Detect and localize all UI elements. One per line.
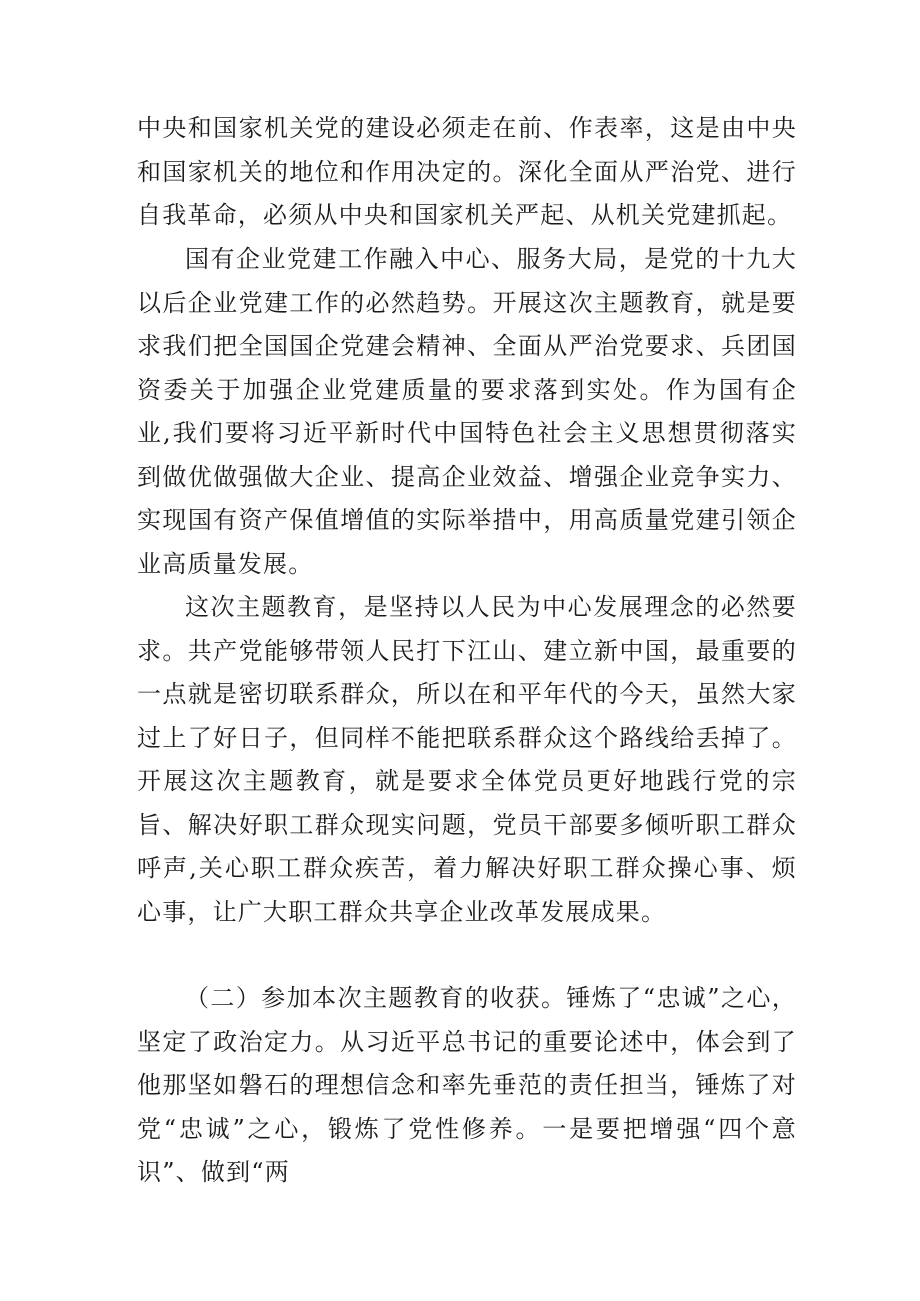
body-paragraph-1: 中央和国家机关党的建设必须走在前、作表率，这是由中央和国家机关的地位和作用决定的。深化全面从严治党、进行自我革命，必须从中央和国家机关严起、从机关党建抓起。 xyxy=(137,114,797,229)
body-paragraph-2: 国有企业党建工作融入中心、服务大局，是党的十九大以后企业党建工作的必然趋势。开展这次主题教育，就是要求我们把全国国企党建会精神、全面从严治党要求、兵团国资委关于加强企业党建质量的要求落到实处。作为国有企业,我们要将习近平新时代中国特色社会主义思想贯彻落实到做优做强做大企业、提高企业效益、增强企业竞争实力、实现国有资产保值增值的实际举措中，用高质量党建引领企业高质量发展。 xyxy=(137,245,797,578)
body-paragraph-3: 这次主题教育，是坚持以人民为中心发展理念的必然要求。共产党能够带领人民打下江山、建立新中国，最重要的一点就是密切联系群众，所以在和平年代的今天，虽然大家过上了好日子，但同样不能把联系群众这个路线给丢掉了。开展这次主题教育，就是要求全体党员更好地践行党的宗旨、解决好职工群众现实问题，党员干部要多倾听职工群众呼声,关心职工群众疾苦，着力解决好职工群众操心事、烦心事，让广大职工群众共享企业改革发展成果。 xyxy=(137,593,797,926)
body-paragraph-4: （二）参加本次主题教育的收获。锤炼了“忠诚”之心，坚定了政治定力。从习近平总书记的重要论述中，体会到了他那坚如磐石的理想信念和率先垂范的责任担当，锤炼了对党“忠诚”之心，锻炼了党性修养。一是要把增强“四个意识”、做到“两 xyxy=(137,984,797,1186)
